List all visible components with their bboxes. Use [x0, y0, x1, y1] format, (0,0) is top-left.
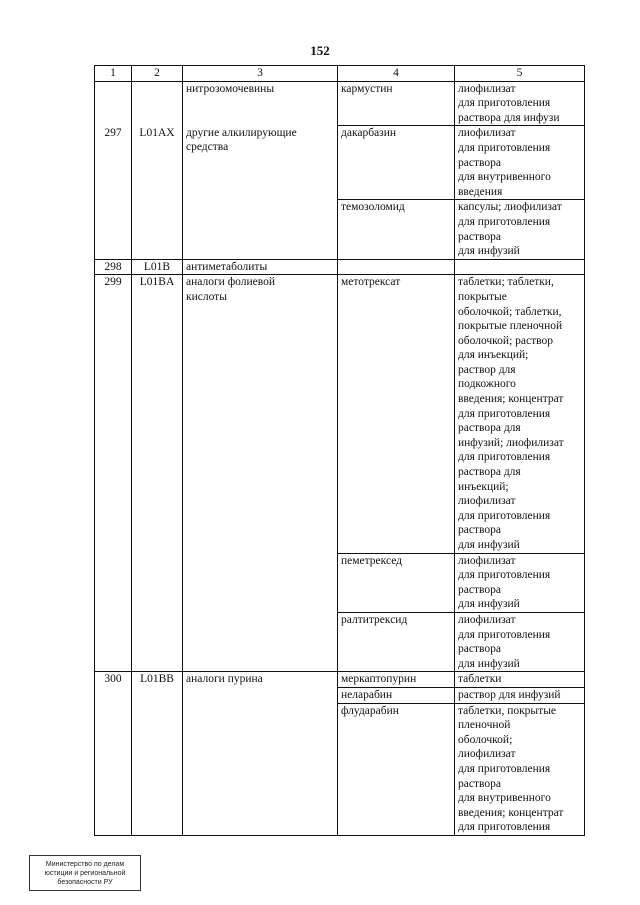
row-number-cell: 299	[95, 275, 132, 553]
table-row	[95, 553, 585, 612]
row-number-cell	[95, 703, 132, 835]
table-row	[95, 687, 585, 703]
substance-cell: флударабин	[338, 703, 455, 835]
table-row	[95, 275, 585, 553]
group-name-cell: аналоги пурина	[183, 672, 338, 688]
group-name-cell	[183, 612, 338, 671]
dosage-form-cell: таблетки; таблетки, покрытые оболочкой; таблетки, покрытые пленочной оболочкой; раствор для инъекций; раствор для подкожного введения; концентрат для приготовления раствора для инфузий; лиофилизат для приготовления раствора для инъекций; лиофилизат для приготовления раствора для инфузий	[455, 275, 585, 553]
atc-code-cell	[132, 687, 183, 703]
dosage-form-cell: капсулы; лиофилизат для приготовления раствора для инфузий	[455, 200, 585, 259]
table-row	[95, 259, 585, 275]
substance-cell: ралтитрексид	[338, 612, 455, 671]
substance-cell: темозоломид	[338, 200, 455, 259]
ministry-stamp	[29, 855, 141, 891]
dosage-form-cell: раствор для инфузий	[455, 687, 585, 703]
atc-code-cell	[132, 81, 183, 126]
atc-code-cell: L01AX	[132, 126, 183, 200]
drug-table	[94, 65, 585, 836]
substance-cell: меркаптопурин	[338, 672, 455, 688]
atc-code-cell	[132, 200, 183, 259]
column-header: 2	[132, 66, 183, 82]
group-name-cell: аналоги фолиевой кислоты	[183, 275, 338, 553]
table-header-row	[95, 66, 585, 82]
dosage-form-cell	[455, 259, 585, 275]
substance-cell: дакарбазин	[338, 126, 455, 200]
dosage-form-cell: таблетки, покрытые пленочной оболочкой; лиофилизат для приготовления раствора для внутривенного введения; концентрат для приготовления	[455, 703, 585, 835]
row-number-cell: 297	[95, 126, 132, 200]
substance-cell	[338, 259, 455, 275]
dosage-form-cell: таблетки	[455, 672, 585, 688]
row-number-cell	[95, 612, 132, 671]
group-name-cell	[183, 553, 338, 612]
table-row	[95, 672, 585, 688]
dosage-form-cell: лиофилизат для приготовления раствора для инфузий	[455, 612, 585, 671]
dosage-form-cell: лиофилизат для приготовления раствора для инфузий	[455, 553, 585, 612]
column-header: 5	[455, 66, 585, 82]
atc-code-cell: L01B	[132, 259, 183, 275]
group-name-cell	[183, 200, 338, 259]
substance-cell: метотрексат	[338, 275, 455, 553]
substance-cell: кармустин	[338, 81, 455, 126]
group-name-cell: нитрозомочевины	[183, 81, 338, 126]
table-row	[95, 612, 585, 671]
dosage-form-cell: лиофилизат для приготовления раствора для внутривенного введения	[455, 126, 585, 200]
substance-cell: неларабин	[338, 687, 455, 703]
table-row	[95, 81, 585, 126]
substance-cell: пеметрексед	[338, 553, 455, 612]
group-name-cell	[183, 703, 338, 835]
table-row	[95, 703, 585, 835]
row-number-cell	[95, 687, 132, 703]
column-header: 3	[183, 66, 338, 82]
column-header: 1	[95, 66, 132, 82]
stamp-line: юстиции и региональной	[44, 869, 126, 877]
row-number-cell	[95, 200, 132, 259]
stamp-line: безопасности РУ	[57, 878, 113, 886]
column-header: 4	[338, 66, 455, 82]
stamp-line: Министерство по делам	[45, 860, 125, 868]
group-name-cell: другие алкилирующие средства	[183, 126, 338, 200]
group-name-cell: антиметаболиты	[183, 259, 338, 275]
table-body	[95, 81, 585, 835]
atc-code-cell	[132, 553, 183, 612]
group-name-cell	[183, 687, 338, 703]
row-number-cell	[95, 553, 132, 612]
table-row	[95, 126, 585, 200]
atc-code-cell	[132, 703, 183, 835]
row-number-cell: 298	[95, 259, 132, 275]
row-number-cell	[95, 81, 132, 126]
dosage-form-cell: лиофилизат для приготовления раствора для инфузи	[455, 81, 585, 126]
atc-code-cell: L01BA	[132, 275, 183, 553]
row-number-cell: 300	[95, 672, 132, 688]
atc-code-cell: L01BB	[132, 672, 183, 688]
table-row	[95, 200, 585, 259]
atc-code-cell	[132, 612, 183, 671]
page-number: 152	[310, 43, 330, 58]
